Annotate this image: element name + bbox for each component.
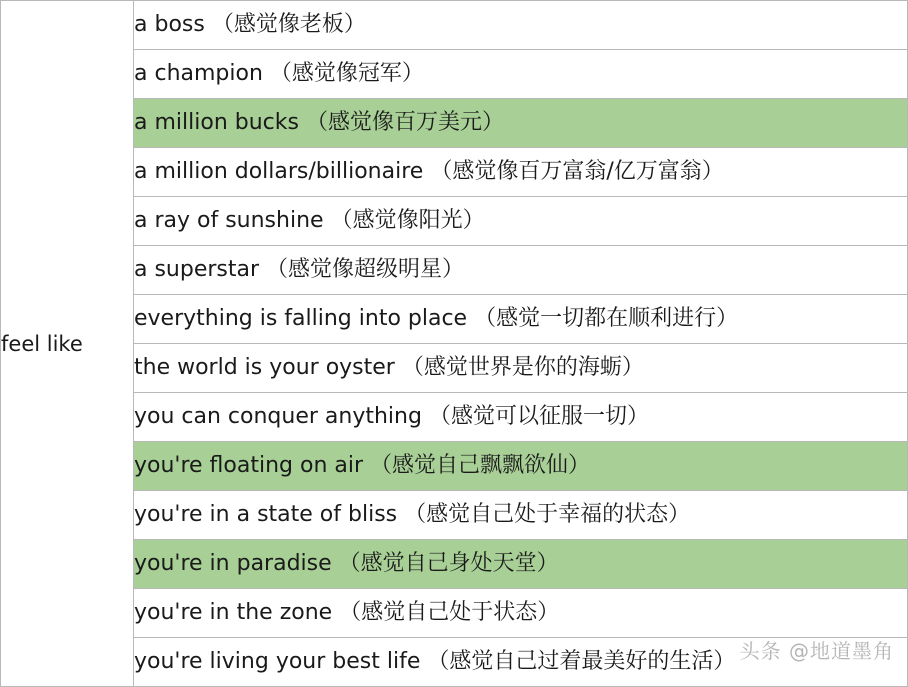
phrase-chinese: （感觉像阳光）	[330, 208, 485, 234]
phrase-english: you're in the zone	[134, 600, 333, 626]
phrase-chinese: （感觉像老板）	[211, 12, 366, 38]
table-row	[1, 246, 908, 295]
phrase-english: a champion	[134, 61, 263, 87]
phrase-english: a million bucks	[134, 110, 299, 136]
phrase-cell	[134, 197, 908, 246]
phrase-cell	[134, 148, 908, 197]
phrase-english: you can conquer anything	[134, 404, 422, 430]
table-row	[1, 50, 908, 99]
table-row	[1, 540, 908, 589]
phrase-cell	[134, 491, 908, 540]
phrase-chinese: （感觉自己飘飘欲仙）	[370, 453, 591, 479]
phrase-cell	[134, 295, 908, 344]
phrase-chinese: （感觉自己处于幸福的状态）	[404, 502, 691, 528]
phrase-table-body	[1, 1, 908, 687]
table-row	[1, 344, 908, 393]
phrase-cell	[134, 393, 908, 442]
phrase-chinese: （感觉一切都在顺利进行）	[474, 306, 739, 332]
table-row	[1, 197, 908, 246]
phrase-chinese: （感觉像超级明星）	[266, 257, 465, 283]
table-row	[1, 148, 908, 197]
phrase-cell	[134, 1, 908, 50]
table-row	[1, 295, 908, 344]
table-row	[1, 393, 908, 442]
phrase-english: a million dollars/billionaire	[134, 159, 424, 185]
phrase-english: you're in paradise	[134, 551, 332, 577]
row-group-label: feel like	[1, 1, 134, 687]
phrase-english: you're floating on air	[134, 453, 364, 479]
phrase-cell	[134, 589, 908, 638]
phrase-english: a boss	[134, 12, 205, 38]
table-row	[1, 638, 908, 687]
table-row	[1, 99, 908, 148]
phrase-chinese: （感觉自己处于状态）	[339, 600, 560, 626]
table-row	[1, 491, 908, 540]
phrase-english: the world is your oyster	[134, 355, 395, 381]
phrase-chinese: （感觉像百万美元）	[305, 110, 504, 136]
phrase-chinese: （感觉可以征服一切）	[428, 404, 649, 430]
table-row	[1, 1, 908, 50]
phrase-cell	[134, 99, 908, 148]
phrase-cell	[134, 442, 908, 491]
phrase-english: you're living your best life	[134, 649, 421, 675]
phrase-cell	[134, 246, 908, 295]
phrase-english: everything is falling into place	[134, 306, 468, 332]
phrase-chinese: （感觉自己过着最美好的生活）	[427, 649, 736, 675]
phrase-chinese: （感觉世界是你的海蛎）	[401, 355, 644, 381]
phrase-english: a ray of sunshine	[134, 208, 324, 234]
phrase-english: you're in a state of bliss	[134, 502, 398, 528]
watermark: 头条 @地道墨角	[739, 639, 894, 663]
table-row	[1, 589, 908, 638]
table-row	[1, 442, 908, 491]
phrase-cell	[134, 638, 908, 687]
phrase-chinese: （感觉自己身处天堂）	[338, 551, 559, 577]
phrase-cell	[134, 50, 908, 99]
phrase-english: a superstar	[134, 257, 260, 283]
phrase-chinese: （感觉像百万富翁/亿万富翁）	[430, 159, 724, 185]
phrase-cell	[134, 344, 908, 393]
phrase-cell	[134, 540, 908, 589]
phrase-chinese: （感觉像冠军）	[269, 61, 424, 87]
